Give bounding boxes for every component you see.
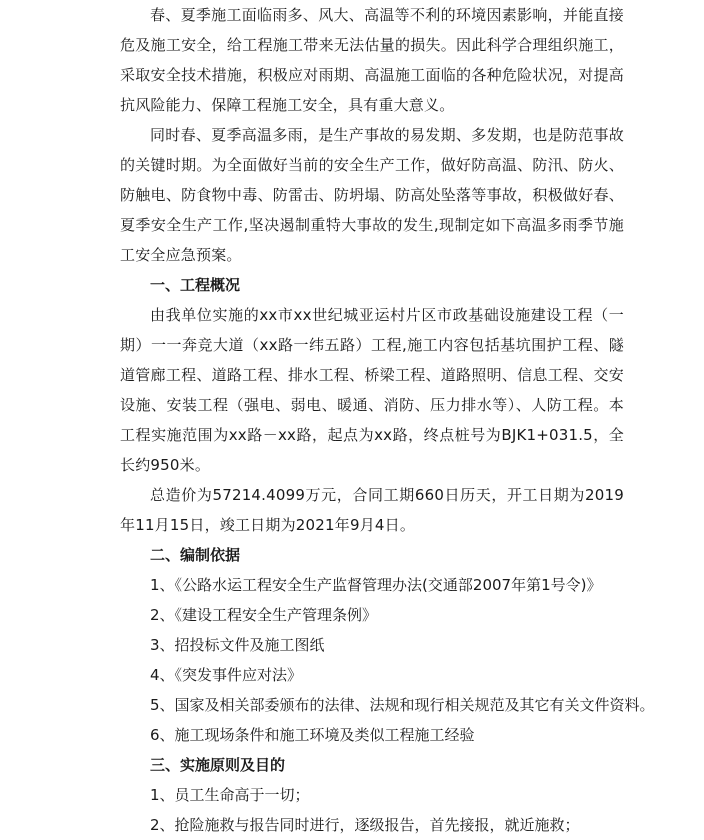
basis-list-item: 3、招投标文件及施工图纸: [150, 636, 325, 654]
basis-list-item: 6、施工现场条件和施工环境及类似工程施工经验: [150, 726, 475, 744]
document-body: [120, 0, 655, 840]
principles-list-item: 2、抢险施救与报告同时进行，逐级报告，首先接报，就近施救；: [150, 816, 580, 834]
basis-list-item: 5、国家及相关部委颁布的法律、法规和现行相关规范及其它有关文件资料。: [150, 696, 655, 714]
intro-paragraph-1: 春、夏季施工面临雨多、风大、高温等不利的环境因素影响，并能直接危及施工安全，给工程施工带来无法估量的损失。因此科学合理组织施工，采取安全技术措施，积极应对雨期、高温施工面临的各种危险状况，对提高抗风险能力、保障工程施工安全，具有重大意义。: [120, 6, 624, 114]
project-overview-paragraph-2: 总造价为57214.4099万元，合同工期660日历天，开工日期为2019年11月15日，竣工日期为2021年9月4日。: [120, 486, 624, 534]
section-heading-principles: 三、实施原则及目的: [150, 756, 286, 774]
section-heading-project-overview: 一、工程概况: [150, 276, 241, 294]
project-overview-paragraph-1: 由我单位实施的xx市xx世纪城亚运村片区市政基础设施建设工程（一期）一一奔竞大道（xx路一纬五路）工程,施工内容包括基坑围护工程、隧道管廊工程、道路工程、排水工程、桥梁工程、道路照明、信息工程、交安设施、安装工程（强电、弱电、暖通、消防、压力排水等）、人防工程。本工程实施范围为xx路－xx路，起点为xx路，终点桩号为BJK1+031.5，全长约950米。: [120, 306, 624, 474]
basis-list-item: 1、《公路水运工程安全生产监督管理办法(交通部2007年第1号令)》: [150, 576, 602, 594]
section-heading-basis: 二、编制依据: [150, 546, 241, 564]
intro-paragraph-2: 同时春、夏季高温多雨，是生产事故的易发期、多发期，也是防范事故的关键时期。为全面做好当前的安全生产工作，做好防高温、防汛、防火、防触电、防食物中毒、防雷击、防坍塌、防高处坠落等事故，积极做好春、夏季安全生产工作,坚决遏制重特大事故的发生,现制定如下高温多雨季节施工安全应急预案。: [120, 126, 624, 264]
principles-list-item: 1、员工生命高于一切；: [150, 786, 310, 804]
basis-list-item: 4、《突发事件应对法》: [150, 666, 303, 684]
basis-list-item: 2、《建设工程安全生产管理条例》: [150, 606, 378, 624]
